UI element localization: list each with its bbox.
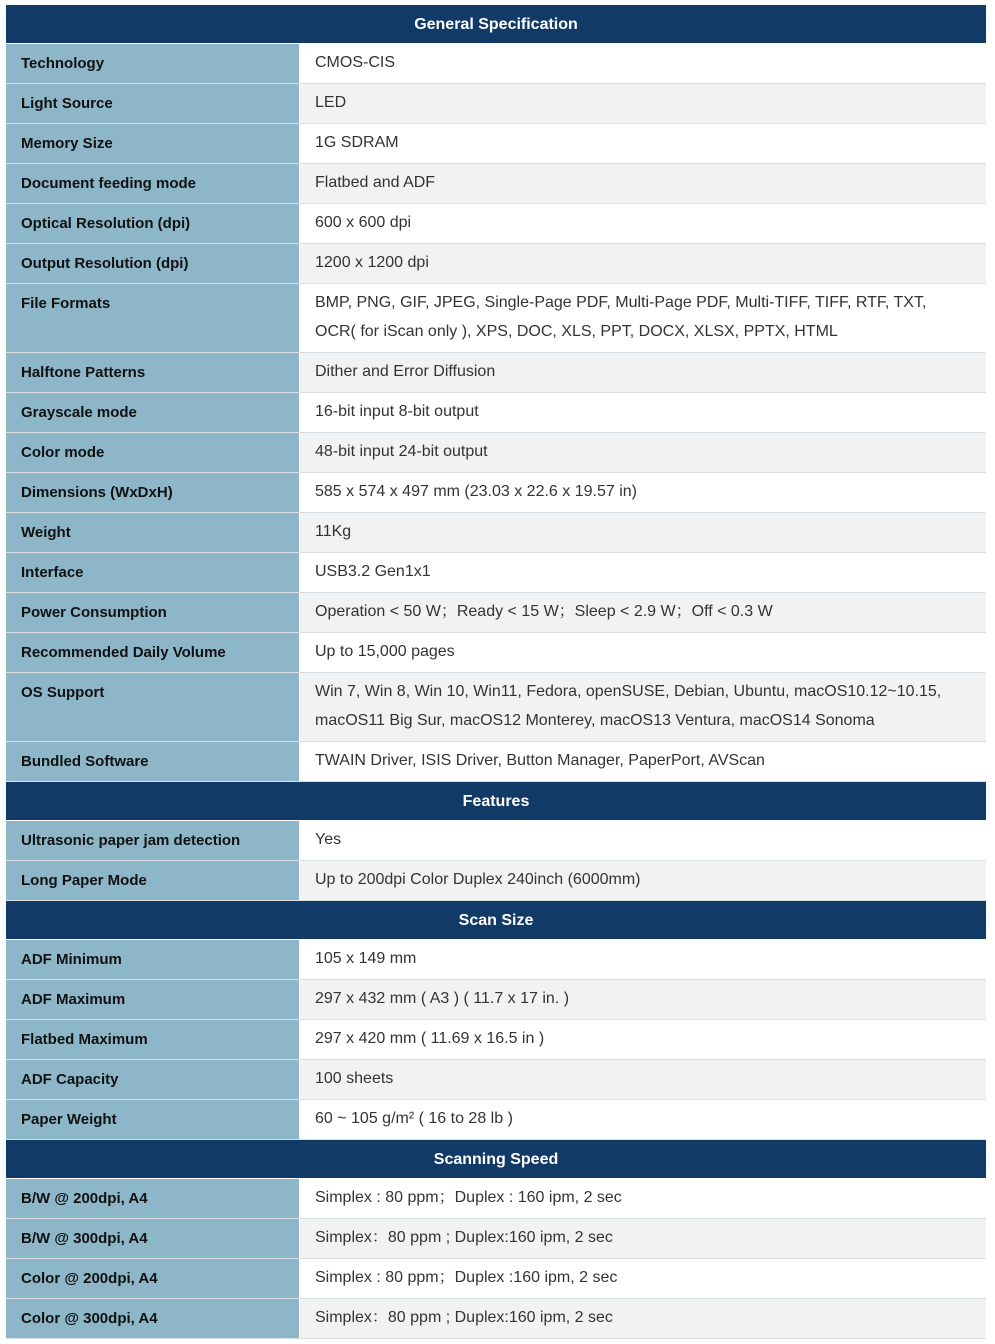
spec-label: Output Resolution (dpi) (6, 244, 300, 283)
spec-label: Technology (6, 44, 300, 83)
spec-label: Long Paper Mode (6, 861, 300, 900)
spec-value: USB3.2 Gen1x1 (300, 553, 986, 592)
spec-row (6, 473, 986, 513)
spec-label: Color @ 200dpi, A4 (6, 1259, 300, 1298)
spec-label: Light Source (6, 84, 300, 123)
spec-row (6, 593, 986, 633)
spec-row (6, 633, 986, 673)
spec-value: 600 x 600 dpi (300, 204, 986, 243)
spec-row (6, 1020, 986, 1060)
spec-value: 16-bit input 8-bit output (300, 393, 986, 432)
spec-row (6, 44, 986, 84)
spec-label: OS Support (6, 673, 300, 741)
spec-value: LED (300, 84, 986, 123)
spec-value: Simplex：80 ppm ; Duplex:160 ipm, 2 sec (300, 1219, 986, 1258)
spec-row (6, 821, 986, 861)
spec-value: 105 x 149 mm (300, 940, 986, 979)
spec-value: Simplex : 80 ppm；Duplex :160 ipm, 2 sec (300, 1259, 986, 1298)
spec-value: Flatbed and ADF (300, 164, 986, 203)
spec-value: 585 x 574 x 497 mm (23.03 x 22.6 x 19.57 in) (300, 473, 986, 512)
spec-row (6, 742, 986, 782)
spec-label: Paper Weight (6, 1100, 300, 1139)
spec-label: Grayscale mode (6, 393, 300, 432)
spec-row (6, 1179, 986, 1219)
spec-label: Ultrasonic paper jam detection (6, 821, 300, 860)
spec-value: Dither and Error Diffusion (300, 353, 986, 392)
spec-row (6, 244, 986, 284)
spec-value: Simplex : 80 ppm；Duplex : 160 ipm, 2 sec (300, 1179, 986, 1218)
spec-value: 1G SDRAM (300, 124, 986, 163)
spec-label: ADF Capacity (6, 1060, 300, 1099)
spec-value: 11Kg (300, 513, 986, 552)
spec-label: Halftone Patterns (6, 353, 300, 392)
spec-label: B/W @ 300dpi, A4 (6, 1219, 300, 1258)
spec-label: Dimensions (WxDxH) (6, 473, 300, 512)
spec-row (6, 284, 986, 353)
spec-value: Simplex：80 ppm ; Duplex:160 ipm, 2 sec (300, 1299, 986, 1338)
spec-label: ADF Maximum (6, 980, 300, 1019)
spec-label: Flatbed Maximum (6, 1020, 300, 1059)
section-header: Scan Size (6, 901, 986, 940)
spec-value: Up to 200dpi Color Duplex 240inch (6000mm) (300, 861, 986, 900)
section-header: Scanning Speed (6, 1140, 986, 1179)
spec-value: BMP, PNG, GIF, JPEG, Single-Page PDF, Multi-Page PDF, Multi-TIFF, TIFF, RTF, TXT, OCR( for iScan only ), XPS, DOC, XLS, PPT, DOCX, XLSX, PPTX, HTML (300, 284, 986, 352)
spec-label: Document feeding mode (6, 164, 300, 203)
spec-row (6, 513, 986, 553)
spec-value: 297 x 420 mm ( 11.69 x 16.5 in ) (300, 1020, 986, 1059)
spec-value: Operation < 50 W；Ready < 15 W；Sleep < 2.9 W；Off < 0.3 W (300, 593, 986, 632)
spec-value: 100 sheets (300, 1060, 986, 1099)
spec-label: Color @ 300dpi, A4 (6, 1299, 300, 1338)
spec-value: 297 x 432 mm ( A3 ) ( 11.7 x 17 in. ) (300, 980, 986, 1019)
spec-label: Color mode (6, 433, 300, 472)
spec-label: Memory Size (6, 124, 300, 163)
spec-value: 48-bit input 24-bit output (300, 433, 986, 472)
spec-label: Optical Resolution (dpi) (6, 204, 300, 243)
section-header: Features (6, 782, 986, 821)
spec-row (6, 393, 986, 433)
spec-row (6, 861, 986, 901)
spec-row (6, 1259, 986, 1299)
spec-label: Power Consumption (6, 593, 300, 632)
spec-row (6, 553, 986, 593)
spec-row (6, 84, 986, 124)
spec-label: Interface (6, 553, 300, 592)
spec-label: Weight (6, 513, 300, 552)
spec-value: Up to 15,000 pages (300, 633, 986, 672)
spec-value: Win 7, Win 8, Win 10, Win11, Fedora, openSUSE, Debian, Ubuntu, macOS10.12~10.15, macOS11 Big Sur, macOS12 Monterey, macOS13 Ventura, macOS14 Sonoma (300, 673, 986, 741)
spec-value: 1200 x 1200 dpi (300, 244, 986, 283)
spec-row (6, 124, 986, 164)
spec-row (6, 980, 986, 1020)
spec-row (6, 1060, 986, 1100)
spec-row (6, 1299, 986, 1339)
section-header: General Specification (6, 5, 986, 44)
spec-value: TWAIN Driver, ISIS Driver, Button Manager, PaperPort, AVScan (300, 742, 986, 781)
spec-label: Recommended Daily Volume (6, 633, 300, 672)
spec-label: B/W @ 200dpi, A4 (6, 1179, 300, 1218)
spec-value: 60 ~ 105 g/m² ( 16 to 28 lb ) (300, 1100, 986, 1139)
spec-row (6, 940, 986, 980)
spec-row (6, 164, 986, 204)
spec-row (6, 1219, 986, 1259)
spec-value: CMOS-CIS (300, 44, 986, 83)
spec-row (6, 204, 986, 244)
specification-table (6, 5, 986, 1339)
spec-label: File Formats (6, 284, 300, 352)
spec-label: Bundled Software (6, 742, 300, 781)
spec-value: Yes (300, 821, 986, 860)
spec-label: ADF Minimum (6, 940, 300, 979)
spec-row (6, 1100, 986, 1140)
spec-row (6, 433, 986, 473)
spec-row (6, 353, 986, 393)
spec-row (6, 673, 986, 742)
